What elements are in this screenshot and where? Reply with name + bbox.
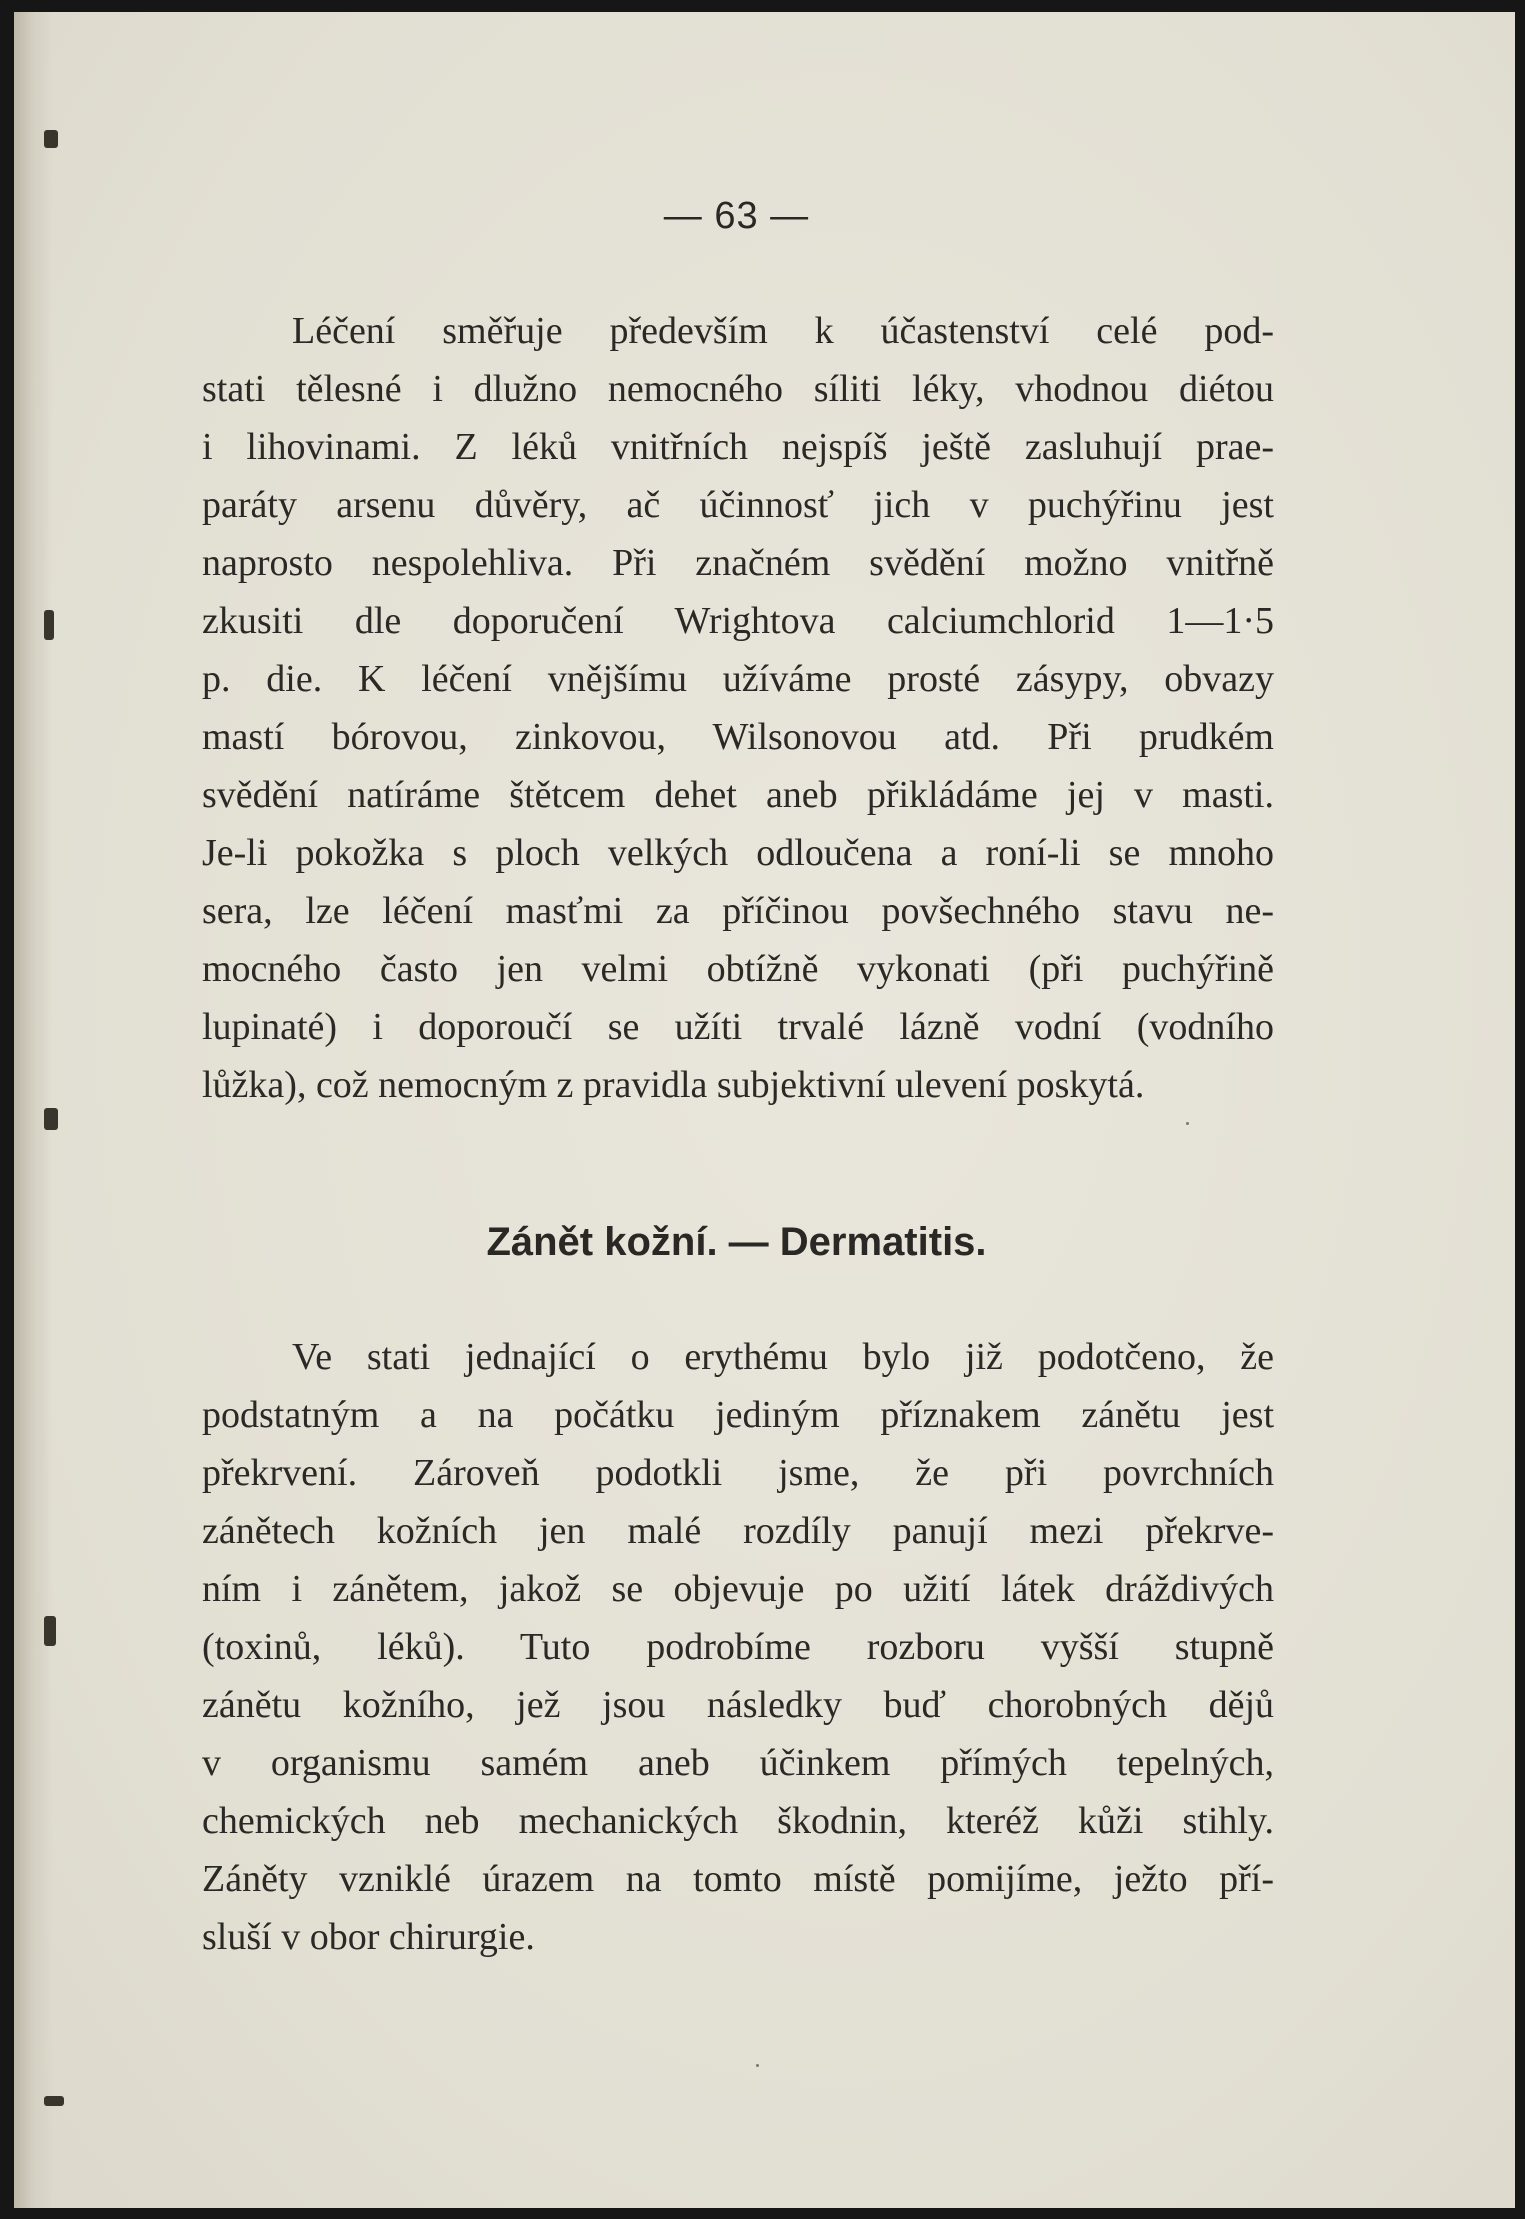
- paragraph-treatment: [202, 302, 1274, 1114]
- text-line: sera, lze léčení masťmi za příčinou povšechného stavu ne-: [202, 890, 1274, 932]
- text-line: ním i zánětem, jakož se objevuje po užití látek dráždivých: [202, 1568, 1274, 1610]
- speck: [756, 2064, 759, 2067]
- margin-mark: [44, 2096, 64, 2106]
- margin-mark: [44, 1616, 56, 1646]
- text-line: stati tělesné i dlužno nemocného síliti léky, vhodnou diétou: [202, 368, 1274, 410]
- text-line: (toxinů, léků). Tuto podrobíme rozboru vyšší stupně: [202, 1626, 1274, 1668]
- text-line: naprosto nespolehliva. Při značném svědění možno vnitřně: [202, 542, 1274, 584]
- text-line: chemických neb mechanických škodnin, kteréž kůži stihly.: [202, 1800, 1274, 1842]
- margin-mark: [44, 610, 54, 640]
- text-line: p. die. K léčení vnějšímu užíváme prosté zásypy, obvazy: [202, 658, 1274, 700]
- text-line: i lihovinami. Z léků vnitřních nejspíš ještě zasluhují prae-: [202, 426, 1274, 468]
- section-heading: Zánět kožní. — Dermatitis.: [486, 1220, 987, 1264]
- speck: [1186, 1122, 1189, 1125]
- text-line: svědění natíráme štětcem dehet aneb přikládáme jej v masti.: [202, 774, 1274, 816]
- text-line: překrvení. Zároveň podotkli jsme, že při povrchních: [202, 1452, 1274, 1494]
- text-line: lupinaté) i doporoučí se užíti trvalé lázně vodní (vodního: [202, 1006, 1274, 1048]
- text-line: zkusiti dle doporučení Wrightova calciumchlorid 1—1·5: [202, 600, 1274, 642]
- margin-mark: [44, 130, 58, 148]
- text-line: lůžka), což nemocným z pravidla subjektivní ulevení poskytá.: [202, 1064, 1145, 1106]
- text-line: paráty arsenu důvěry, ač účinnosť jich v puchýřinu jest: [202, 484, 1274, 526]
- text-line: Záněty vzniklé úrazem na tomto místě pomijíme, ježto pří-: [202, 1858, 1274, 1900]
- page-number: — 63 —: [663, 195, 810, 237]
- text-line: zánětu kožního, jež jsou následky buď chorobných dějů: [202, 1684, 1274, 1726]
- margin-mark: [44, 1108, 58, 1130]
- text-line: zánětech kožních jen malé rozdíly panují mezi překrve-: [202, 1510, 1274, 1552]
- text-line: v organismu samém aneb účinkem přímých tepelných,: [202, 1742, 1274, 1784]
- book-page: [14, 12, 1515, 2208]
- text-line: sluší v obor chirurgie.: [202, 1916, 535, 1958]
- text-line: Léčení směřuje především k účastenství celé pod-: [292, 310, 1274, 352]
- paragraph-dermatitis: [202, 1328, 1274, 1966]
- text-line: podstatným a na počátku jediným příznakem zánětu jest: [202, 1394, 1274, 1436]
- text-line: mocného často jen velmi obtížně vykonati (při puchýřině: [202, 948, 1274, 990]
- text-line: mastí bórovou, zinkovou, Wilsonovou atd. Při prudkém: [202, 716, 1274, 758]
- text-line: Ve stati jednající o erythému bylo již podotčeno, že: [292, 1336, 1274, 1378]
- text-line: Je-li pokožka s ploch velkých odloučena a roní-li se mnoho: [202, 832, 1274, 874]
